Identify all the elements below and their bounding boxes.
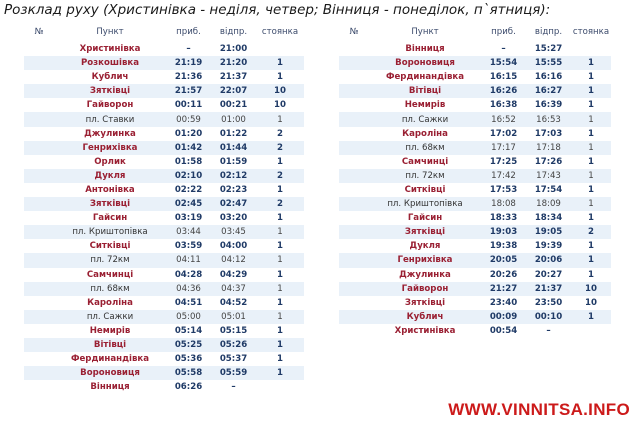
station-name: пл. 68км — [369, 141, 481, 155]
departure-time: 00:21 — [211, 98, 256, 112]
departure-time: 16:53 — [526, 112, 571, 126]
departure-time: 17:54 — [526, 183, 571, 197]
col-header-dep: відпр. — [534, 27, 563, 37]
arrival-time: 18:33 — [481, 211, 526, 225]
table-row — [24, 324, 304, 338]
departure-time: 16:27 — [526, 84, 571, 98]
departure-time: 03:45 — [211, 225, 256, 239]
stop-duration: 1 — [256, 366, 304, 380]
station-name: Ситківці — [369, 183, 481, 197]
arrival-time: 00:54 — [481, 324, 526, 338]
departure-time: 00:10 — [526, 310, 571, 324]
arrival-time: 05:58 — [166, 366, 211, 380]
row-number — [24, 268, 54, 282]
row-number — [339, 253, 369, 267]
station-name: пл. 72км — [54, 253, 166, 267]
arrival-time: 05:36 — [166, 352, 211, 366]
row-number — [24, 112, 54, 126]
table-row — [24, 127, 304, 141]
departure-time: 16:16 — [526, 70, 571, 84]
departure-time: 21:37 — [211, 70, 256, 84]
row-number — [24, 183, 54, 197]
table-row — [24, 197, 304, 211]
arrival-time: 04:11 — [166, 253, 211, 267]
station-name: Немирів — [369, 98, 481, 112]
row-number — [24, 70, 54, 84]
stop-duration: 1 — [571, 98, 611, 112]
stop-duration: 1 — [571, 239, 611, 253]
arrival-time: 01:42 — [166, 141, 211, 155]
row-number — [339, 141, 369, 155]
page-title: Розклад руху (Христинівка - неділя, четвер; Вінниця - понеділок, п`ятниця): — [4, 2, 551, 18]
table-row — [24, 155, 304, 169]
station-name: Христинівка — [54, 42, 166, 56]
departure-time: 15:55 — [526, 56, 571, 70]
stop-duration: 1 — [571, 56, 611, 70]
arrival-time: 05:25 — [166, 338, 211, 352]
row-number — [24, 127, 54, 141]
station-name: пл. Криштопівка — [369, 197, 481, 211]
row-number — [339, 225, 369, 239]
table-row — [339, 127, 611, 141]
table-row — [24, 141, 304, 155]
table-row — [24, 183, 304, 197]
arrival-time: 17:02 — [481, 127, 526, 141]
station-name: Зятківці — [54, 197, 166, 211]
departure-time: 17:43 — [526, 169, 571, 183]
stop-duration: 2 — [256, 141, 304, 155]
stop-duration: 2 — [256, 127, 304, 141]
row-number — [339, 70, 369, 84]
stop-duration: 1 — [571, 112, 611, 126]
station-name: Самчинці — [54, 268, 166, 282]
arrival-time: 03:59 — [166, 239, 211, 253]
departure-time: 19:05 — [526, 225, 571, 239]
row-number — [339, 211, 369, 225]
table-row — [339, 155, 611, 169]
station-name: Генрихівка — [369, 253, 481, 267]
row-number — [24, 42, 54, 56]
arrival-time: 21:36 — [166, 70, 211, 84]
arrival-time: 00:11 — [166, 98, 211, 112]
col-header-arr: приб. — [491, 27, 516, 37]
arrival-time: 16:52 — [481, 112, 526, 126]
stop-duration: 1 — [571, 141, 611, 155]
table-row — [339, 211, 611, 225]
table-row — [339, 169, 611, 183]
stop-duration: 10 — [571, 296, 611, 310]
station-name: Гайворон — [54, 98, 166, 112]
table-row — [339, 112, 611, 126]
stop-duration — [571, 42, 611, 56]
table-row — [24, 310, 304, 324]
departure-time: 05:26 — [211, 338, 256, 352]
stop-duration: 1 — [256, 310, 304, 324]
station-name: Вінниця — [54, 380, 166, 394]
stop-duration: 1 — [256, 112, 304, 126]
table-row — [339, 84, 611, 98]
arrival-time: 01:20 — [166, 127, 211, 141]
table-row — [339, 324, 611, 338]
stop-duration: 1 — [256, 225, 304, 239]
arrival-time: 16:15 — [481, 70, 526, 84]
station-name: Христинівка — [369, 324, 481, 338]
row-number — [24, 141, 54, 155]
table-header-row — [339, 22, 611, 42]
station-name: пл. 68км — [54, 282, 166, 296]
stop-duration: 1 — [256, 352, 304, 366]
arrival-time: 21:57 — [166, 84, 211, 98]
col-header-point: Пункт — [96, 27, 124, 37]
table-row — [24, 84, 304, 98]
arrival-time: 17:53 — [481, 183, 526, 197]
stop-duration: 1 — [256, 70, 304, 84]
row-number — [339, 282, 369, 296]
station-name: Зятківці — [54, 84, 166, 98]
row-number — [24, 84, 54, 98]
departure-time: 21:37 — [526, 282, 571, 296]
row-number — [339, 127, 369, 141]
station-name: Дукля — [54, 169, 166, 183]
stop-duration: 10 — [256, 84, 304, 98]
row-number — [339, 84, 369, 98]
stop-duration: 2 — [571, 225, 611, 239]
departure-time: 05:15 — [211, 324, 256, 338]
row-number — [339, 112, 369, 126]
arrival-time: 17:42 — [481, 169, 526, 183]
arrival-time: 20:26 — [481, 268, 526, 282]
schedule-table-vinnytsia — [339, 22, 611, 338]
stop-duration: 1 — [571, 169, 611, 183]
station-name: Кублич — [54, 70, 166, 84]
station-name: Орлик — [54, 155, 166, 169]
stop-duration: 1 — [256, 324, 304, 338]
departure-time: 17:18 — [526, 141, 571, 155]
departure-time: 01:00 — [211, 112, 256, 126]
row-number — [24, 155, 54, 169]
arrival-time: 18:08 — [481, 197, 526, 211]
departure-time: 15:27 — [526, 42, 571, 56]
arrival-time: 02:45 — [166, 197, 211, 211]
station-name: Джулинка — [369, 268, 481, 282]
table-row — [24, 268, 304, 282]
stop-duration: 1 — [256, 253, 304, 267]
departure-time: 03:20 — [211, 211, 256, 225]
departure-time: 04:29 — [211, 268, 256, 282]
arrival-time: 17:25 — [481, 155, 526, 169]
table-row — [339, 310, 611, 324]
table-row — [24, 112, 304, 126]
stop-duration: 1 — [571, 211, 611, 225]
arrival-time: – — [166, 42, 211, 56]
arrival-time: 17:17 — [481, 141, 526, 155]
row-number — [339, 56, 369, 70]
row-number — [24, 211, 54, 225]
row-number — [24, 56, 54, 70]
station-name: Дукля — [369, 239, 481, 253]
arrival-time: 19:03 — [481, 225, 526, 239]
station-name: Джулинка — [54, 127, 166, 141]
station-name: Розкошівка — [54, 56, 166, 70]
table-row — [24, 380, 304, 394]
col-header-dep: відпр. — [219, 27, 248, 37]
station-name: Вітівці — [54, 338, 166, 352]
station-name: Фердинандівка — [369, 70, 481, 84]
departure-time: 18:09 — [526, 197, 571, 211]
stop-duration: 1 — [571, 84, 611, 98]
row-number — [339, 197, 369, 211]
station-name: Вітівці — [369, 84, 481, 98]
table-row — [339, 183, 611, 197]
departure-time: 17:26 — [526, 155, 571, 169]
arrival-time: 01:58 — [166, 155, 211, 169]
arrival-time: 06:26 — [166, 380, 211, 394]
col-header-stop: стоянка — [572, 27, 610, 37]
stop-duration: 1 — [256, 211, 304, 225]
stop-duration — [256, 380, 304, 394]
station-name: Кароліна — [54, 296, 166, 310]
arrival-time: 00:59 — [166, 112, 211, 126]
stop-duration: 1 — [256, 296, 304, 310]
departure-time: 21:00 — [211, 42, 256, 56]
stop-duration: 1 — [256, 56, 304, 70]
arrival-time: 15:54 — [481, 56, 526, 70]
departure-time: 16:39 — [526, 98, 571, 112]
col-header-stop: стоянка — [261, 27, 299, 37]
departure-time: 04:00 — [211, 239, 256, 253]
arrival-time: 21:27 — [481, 282, 526, 296]
table-row — [24, 338, 304, 352]
departure-time: 17:03 — [526, 127, 571, 141]
table-row — [339, 42, 611, 56]
stop-duration: 10 — [571, 282, 611, 296]
table-row — [339, 225, 611, 239]
row-number — [339, 324, 369, 338]
station-name: Самчинці — [369, 155, 481, 169]
stop-duration: 1 — [571, 155, 611, 169]
departure-time: 19:39 — [526, 239, 571, 253]
departure-time: 04:52 — [211, 296, 256, 310]
stop-duration: 1 — [571, 310, 611, 324]
row-number — [24, 197, 54, 211]
table-row — [339, 98, 611, 112]
row-number — [24, 282, 54, 296]
departure-time: 05:01 — [211, 310, 256, 324]
departure-time: 04:12 — [211, 253, 256, 267]
station-name: Вороновиця — [369, 56, 481, 70]
row-number — [24, 296, 54, 310]
station-name: Гайворон — [369, 282, 481, 296]
stop-duration: 1 — [571, 197, 611, 211]
col-header-num: № — [34, 27, 44, 37]
row-number — [339, 310, 369, 324]
departure-time: 04:37 — [211, 282, 256, 296]
table-row — [24, 98, 304, 112]
arrival-time: 02:10 — [166, 169, 211, 183]
row-number — [339, 239, 369, 253]
row-number — [24, 366, 54, 380]
departure-time: – — [526, 324, 571, 338]
station-name: пл. Сажки — [54, 310, 166, 324]
stop-duration: 2 — [256, 169, 304, 183]
station-name: пл. Сажки — [369, 112, 481, 126]
row-number — [339, 169, 369, 183]
station-name: пл. Криштопівка — [54, 225, 166, 239]
stop-duration: 1 — [571, 70, 611, 84]
stop-duration: 1 — [256, 282, 304, 296]
row-number — [24, 225, 54, 239]
arrival-time: 20:05 — [481, 253, 526, 267]
stop-duration: 1 — [256, 338, 304, 352]
arrival-time: 05:00 — [166, 310, 211, 324]
arrival-time: 19:38 — [481, 239, 526, 253]
station-name: Фердинандівка — [54, 352, 166, 366]
table-row — [24, 56, 304, 70]
row-number — [339, 183, 369, 197]
departure-time: 22:07 — [211, 84, 256, 98]
station-name: пл. Ставки — [54, 112, 166, 126]
station-name: Зятківці — [369, 225, 481, 239]
stop-duration: 2 — [256, 197, 304, 211]
arrival-time: 04:28 — [166, 268, 211, 282]
stop-duration: 1 — [256, 155, 304, 169]
arrival-time: – — [481, 42, 526, 56]
departure-time: – — [211, 380, 256, 394]
stop-duration: 1 — [256, 239, 304, 253]
table-row — [339, 239, 611, 253]
table-row — [24, 366, 304, 380]
stop-duration: 1 — [256, 183, 304, 197]
station-name: Кароліна — [369, 127, 481, 141]
col-header-num: № — [349, 27, 359, 37]
stop-duration — [571, 324, 611, 338]
row-number — [339, 98, 369, 112]
row-number — [339, 296, 369, 310]
station-name: Вороновиця — [54, 366, 166, 380]
row-number — [24, 169, 54, 183]
station-name: Генрихівка — [54, 141, 166, 155]
departure-time: 01:44 — [211, 141, 256, 155]
table-header-row — [24, 22, 304, 42]
row-number — [339, 268, 369, 282]
stop-duration: 10 — [256, 98, 304, 112]
stop-duration: 1 — [571, 183, 611, 197]
station-name: Зятківці — [369, 296, 481, 310]
table-row — [339, 268, 611, 282]
station-name: Антонівка — [54, 183, 166, 197]
departure-time: 02:47 — [211, 197, 256, 211]
stop-duration: 1 — [571, 253, 611, 267]
row-number — [24, 239, 54, 253]
col-header-point: Пункт — [411, 27, 439, 37]
arrival-time: 03:19 — [166, 211, 211, 225]
row-number — [24, 98, 54, 112]
row-number — [24, 352, 54, 366]
row-number — [24, 338, 54, 352]
arrival-time: 02:22 — [166, 183, 211, 197]
departure-time: 01:59 — [211, 155, 256, 169]
table-row — [339, 141, 611, 155]
arrival-time: 16:38 — [481, 98, 526, 112]
schedule-table-khrystynivka — [24, 22, 304, 394]
table-row — [339, 253, 611, 267]
departure-time: 21:20 — [211, 56, 256, 70]
table-row — [24, 211, 304, 225]
departure-time: 23:50 — [526, 296, 571, 310]
table-row — [24, 239, 304, 253]
arrival-time: 23:40 — [481, 296, 526, 310]
arrival-time: 05:14 — [166, 324, 211, 338]
row-number — [339, 42, 369, 56]
row-number — [339, 155, 369, 169]
departure-time: 02:12 — [211, 169, 256, 183]
table-row — [24, 225, 304, 239]
site-watermark: WWW.VINNITSA.INFO — [448, 400, 630, 419]
table-row — [24, 253, 304, 267]
stop-duration: 1 — [256, 268, 304, 282]
departure-time: 02:23 — [211, 183, 256, 197]
departure-time: 18:34 — [526, 211, 571, 225]
departure-time: 20:06 — [526, 253, 571, 267]
station-name: Гайсин — [54, 211, 166, 225]
station-name: Вінниця — [369, 42, 481, 56]
table-row — [339, 56, 611, 70]
departure-time: 20:27 — [526, 268, 571, 282]
row-number — [24, 380, 54, 394]
stop-duration: 1 — [571, 268, 611, 282]
arrival-time: 21:19 — [166, 56, 211, 70]
row-number — [24, 324, 54, 338]
table-row — [24, 169, 304, 183]
table-row — [339, 296, 611, 310]
table-row — [339, 197, 611, 211]
stop-duration — [256, 42, 304, 56]
departure-time: 01:22 — [211, 127, 256, 141]
table-row — [24, 296, 304, 310]
station-name: Немирів — [54, 324, 166, 338]
departure-time: 05:59 — [211, 366, 256, 380]
station-name: Ситківці — [54, 239, 166, 253]
arrival-time: 04:51 — [166, 296, 211, 310]
stop-duration: 1 — [571, 127, 611, 141]
table-row — [24, 42, 304, 56]
row-number — [24, 253, 54, 267]
row-number — [24, 310, 54, 324]
table-row — [24, 70, 304, 84]
col-header-arr: приб. — [176, 27, 201, 37]
arrival-time: 03:44 — [166, 225, 211, 239]
departure-time: 05:37 — [211, 352, 256, 366]
table-row — [339, 70, 611, 84]
station-name: пл. 72км — [369, 169, 481, 183]
station-name: Кублич — [369, 310, 481, 324]
table-row — [339, 282, 611, 296]
arrival-time: 00:09 — [481, 310, 526, 324]
arrival-time: 16:26 — [481, 84, 526, 98]
table-row — [24, 282, 304, 296]
station-name: Гайсин — [369, 211, 481, 225]
arrival-time: 04:36 — [166, 282, 211, 296]
table-row — [24, 352, 304, 366]
